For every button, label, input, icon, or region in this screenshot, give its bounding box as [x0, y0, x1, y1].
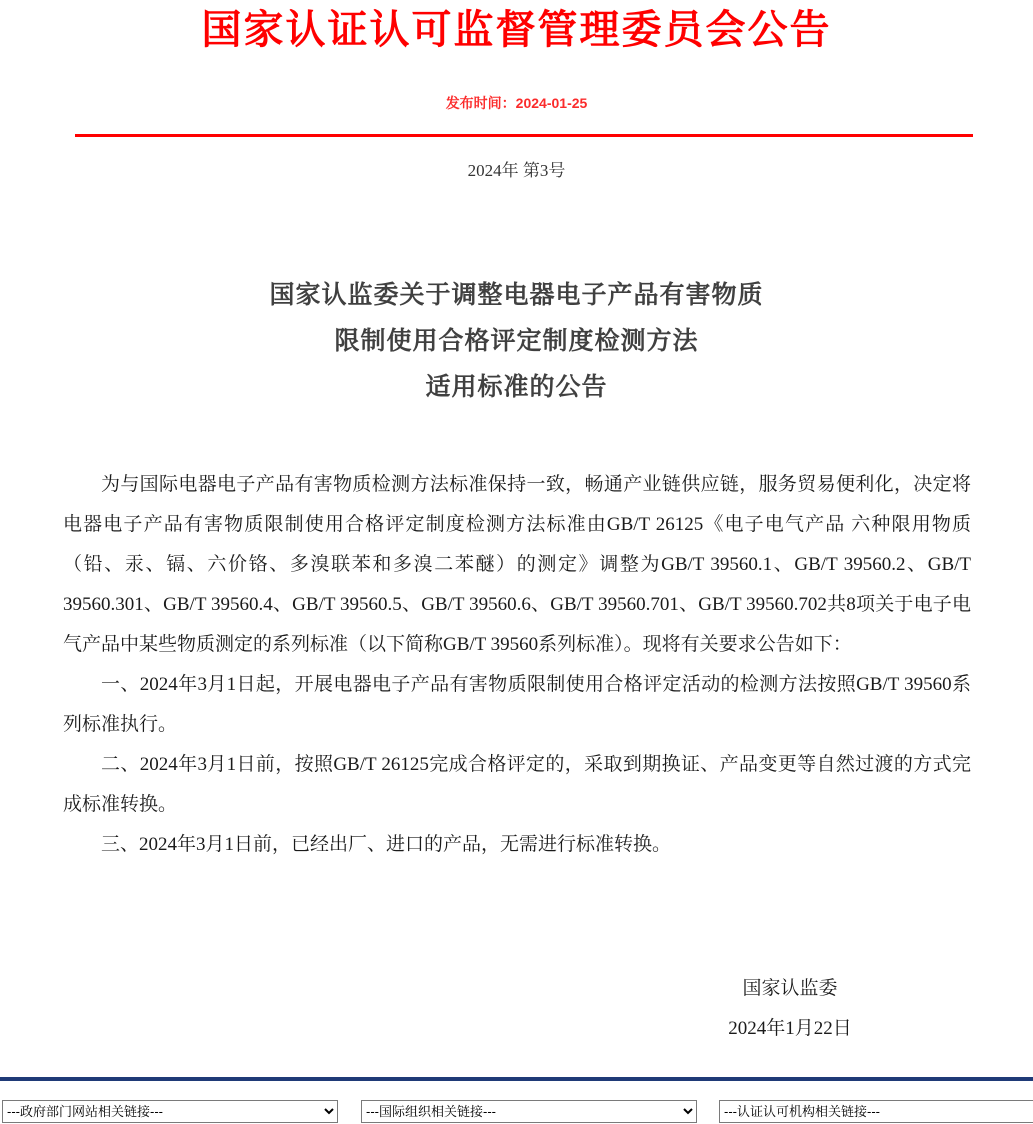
document-body: [63, 465, 971, 865]
government-links-dropdown[interactable]: [2, 1100, 338, 1123]
body-paragraph-intro: 为与国际电器电子产品有害物质检测方法标准保持一致，畅通产业链供应链，服务贸易便利化，决定将电器电子产品有害物质限制使用合格评定制度检测方法标准由GB/T 26125《电子电气产品 六种限用物质（铅、汞、镉、六价铬、多溴联苯和多溴二苯醚）的测定》调整为GB/T 39560.1、GB/T 39560.2、GB/T 39560.301、GB/T 39560.4、GB/T 39560.5、GB/T 39560.6、GB/T 39560.701、GB/T 39560.702共8项关于电子电气产品中某些物质测定的系列标准（以下简称GB/T 39560系列标准）。现将有关要求公告如下：: [63, 474, 971, 655]
red-divider-line: [75, 134, 973, 137]
body-paragraph-item-2: 二、2024年3月1日前，按照GB/T 26125完成合格评定的，采取到期换证、产品变更等自然过渡的方式完成标准转换。: [63, 754, 971, 815]
document-title: [0, 272, 1033, 410]
signature-issuer: 国家认监委: [742, 978, 838, 999]
publish-date: 发布时间：2024-01-25: [445, 95, 588, 111]
document-title-line-3: 适用标准的公告: [425, 373, 608, 401]
document-title-line-2: 限制使用合格评定制度检测方法: [334, 327, 699, 355]
issue-number: 2024年 第3号: [467, 161, 566, 180]
body-paragraph-item-3: 三、2024年3月1日前，已经出厂、进口的产品，无需进行标准转换。: [101, 834, 672, 855]
signature-date: 2024年1月22日: [728, 1018, 852, 1039]
signature-block: [630, 969, 950, 1049]
footer-link-dropdowns: [0, 1081, 1033, 1124]
footer: [0, 1077, 1033, 1124]
international-org-links-dropdown[interactable]: [361, 1100, 697, 1123]
certification-body-links-dropdown[interactable]: [719, 1100, 1033, 1123]
document-title-line-1: 国家认监委关于调整电器电子产品有害物质: [269, 281, 764, 309]
page-title: 国家认证认可监督管理委员会公告: [201, 8, 832, 52]
body-paragraph-item-1: 一、2024年3月1日起，开展电器电子产品有害物质限制使用合格评定活动的检测方法按照GB/T 39560系列标准执行。: [63, 674, 971, 735]
